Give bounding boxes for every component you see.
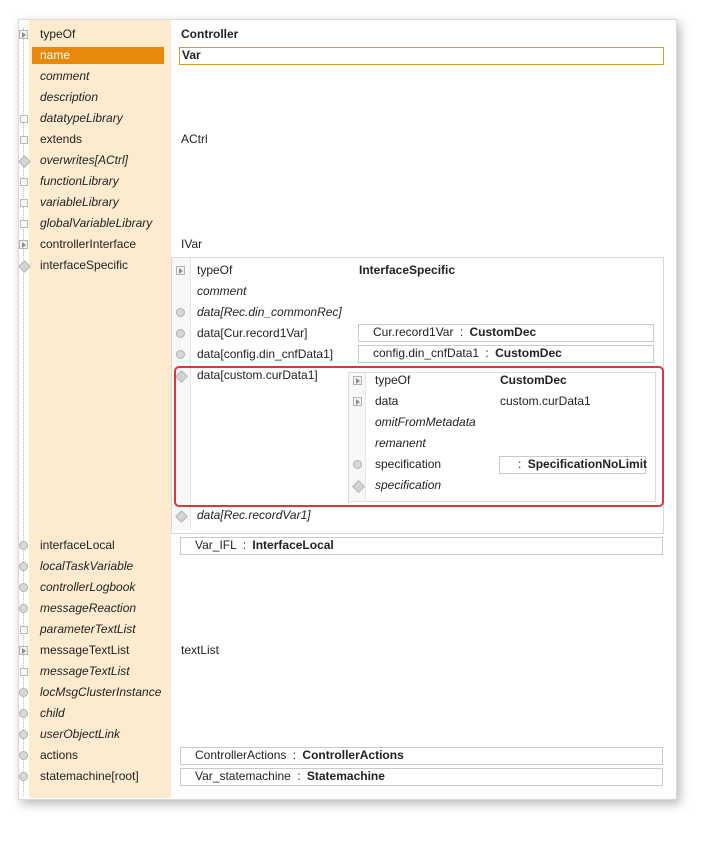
checkbox-icon[interactable]	[20, 668, 28, 676]
prop-label-variablelibrary[interactable]: variableLibrary	[40, 195, 119, 209]
prop-label-child[interactable]: child	[40, 706, 65, 720]
add-circle-icon[interactable]	[19, 541, 28, 550]
cd-value-data[interactable]: custom.curData1	[500, 394, 591, 408]
cd-value-typeof: CustomDec	[500, 373, 567, 387]
data-cur-ref[interactable]	[373, 322, 536, 342]
highlight-box	[174, 366, 664, 507]
statemachine-ref-type: Statemachine	[306, 769, 385, 783]
add-circle-icon[interactable]	[19, 709, 28, 718]
expand-triangle-icon[interactable]	[176, 266, 185, 275]
actions-ref-name: ControllerActions	[195, 748, 287, 762]
expand-triangle-icon[interactable]	[19, 646, 28, 655]
specification-ref-type: SpecificationNoLimit	[527, 457, 648, 471]
is-label-typeof[interactable]: typeOf	[197, 263, 233, 277]
checkbox-icon[interactable]	[20, 178, 28, 186]
add-circle-icon[interactable]	[19, 730, 28, 739]
prop-label-overwrites[interactable]: overwrites[ACtrl]	[40, 153, 129, 167]
value-controllerinterface[interactable]: IVar	[181, 237, 203, 251]
data-cur-ref-type: CustomDec	[469, 325, 537, 339]
prop-label-interfacespecific[interactable]: interfaceSpecific	[40, 258, 129, 272]
add-circle-icon[interactable]	[19, 604, 28, 613]
cd-label-data[interactable]: data	[375, 394, 399, 408]
prop-label-userobjectlink[interactable]: userObjectLink	[40, 727, 121, 741]
checkbox-icon[interactable]	[20, 199, 28, 207]
prop-label-messagereaction[interactable]: messageReaction	[40, 601, 137, 615]
prop-label-typeof[interactable]: typeOf	[40, 27, 76, 41]
add-circle-icon[interactable]	[19, 583, 28, 592]
interfacelocal-ref-type: InterfaceLocal	[252, 538, 334, 552]
interfacelocal-ref[interactable]	[195, 535, 334, 555]
add-circle-icon[interactable]	[19, 751, 28, 760]
checkbox-icon[interactable]	[20, 220, 28, 228]
prop-label-parametertextlist[interactable]: parameterTextList	[40, 622, 136, 636]
is-label-data-cur[interactable]: data[Cur.record1Var]	[197, 326, 308, 340]
cd-label-typeof[interactable]: typeOf	[375, 373, 411, 387]
actions-ref[interactable]	[195, 745, 404, 765]
cd-label-remanent[interactable]: remanent	[375, 436, 426, 450]
prop-label-messagetextlist[interactable]: messageTextList	[40, 643, 130, 657]
actions-ref-type: ControllerActions	[302, 748, 404, 762]
ref-separator: :	[485, 346, 489, 360]
is-label-comment[interactable]: comment	[197, 284, 247, 298]
ref-separator: :	[518, 457, 522, 471]
checkbox-icon[interactable]	[20, 136, 28, 144]
expand-triangle-icon[interactable]	[19, 30, 28, 39]
prop-label-localtaskvariable[interactable]: localTaskVariable	[40, 559, 134, 573]
is-label-data-common[interactable]: data[Rec.din_commonRec]	[197, 305, 342, 319]
interfacelocal-ref-name: Var_IFL	[195, 538, 237, 552]
data-cnf-ref-name: config.din_cnfData1	[373, 346, 480, 360]
add-circle-icon[interactable]	[19, 688, 28, 697]
cd-label-specification-2[interactable]: specification	[375, 478, 442, 492]
prop-label-description[interactable]: description	[40, 90, 99, 104]
statemachine-ref[interactable]	[195, 766, 385, 786]
add-circle-icon[interactable]	[176, 350, 185, 359]
ref-separator: :	[459, 325, 464, 339]
ref-separator: :	[242, 538, 247, 552]
prop-label-name[interactable]: name	[40, 48, 71, 62]
is-value-typeof: InterfaceSpecific	[359, 263, 456, 277]
prop-label-controllerinterface[interactable]: controllerInterface	[40, 237, 137, 251]
prop-label-messagetextlist-2[interactable]: messageTextList	[40, 664, 130, 678]
value-typeof: Controller	[181, 27, 239, 41]
is-label-data-cnf[interactable]: data[config.din_cnfData1]	[197, 347, 334, 361]
add-circle-icon[interactable]	[176, 308, 185, 317]
prop-label-globalvariablelibrary[interactable]: globalVariableLibrary	[40, 216, 153, 230]
prop-label-comment[interactable]: comment	[40, 69, 90, 83]
data-cnf-ref-type: CustomDec	[495, 346, 562, 360]
name-input-value[interactable]: Var	[182, 48, 201, 62]
prop-label-statemachine[interactable]: statemachine[root]	[40, 769, 139, 783]
add-circle-icon[interactable]	[19, 562, 28, 571]
prop-label-locmsgclusterinstance[interactable]: locMsgClusterInstance	[40, 685, 162, 699]
cd-label-omit[interactable]: omitFromMetadata	[375, 415, 476, 429]
add-circle-icon[interactable]	[176, 329, 185, 338]
statemachine-ref-name: Var_statemachine	[195, 769, 291, 783]
expand-triangle-icon[interactable]	[19, 240, 28, 249]
ref-separator: :	[297, 769, 301, 783]
prop-label-actions[interactable]: actions	[40, 748, 79, 762]
checkbox-icon[interactable]	[20, 115, 28, 123]
name-input[interactable]	[179, 47, 664, 65]
data-cur-ref-name: Cur.record1Var	[373, 325, 454, 339]
value-extends[interactable]: ACtrl	[181, 132, 208, 146]
cd-label-specification[interactable]: specification	[375, 457, 442, 471]
prop-label-functionlibrary[interactable]: functionLibrary	[40, 174, 119, 188]
is-label-data-custom[interactable]: data[custom.curData1]	[197, 368, 318, 382]
prop-label-interfacelocal[interactable]: interfaceLocal	[40, 538, 115, 552]
ref-separator: :	[292, 748, 297, 762]
prop-label-extends[interactable]: extends	[40, 132, 83, 146]
prop-label-datatypelibrary[interactable]: datatypeLibrary	[40, 111, 123, 125]
data-cnf-ref[interactable]	[373, 343, 562, 363]
add-circle-icon[interactable]	[19, 772, 28, 781]
value-messagetextlist[interactable]: textList	[181, 643, 220, 657]
is-label-data-rec[interactable]: data[Rec.recordVar1]	[197, 508, 311, 522]
prop-label-controllerlogbook[interactable]: controllerLogbook	[40, 580, 136, 594]
checkbox-icon[interactable]	[20, 626, 28, 634]
